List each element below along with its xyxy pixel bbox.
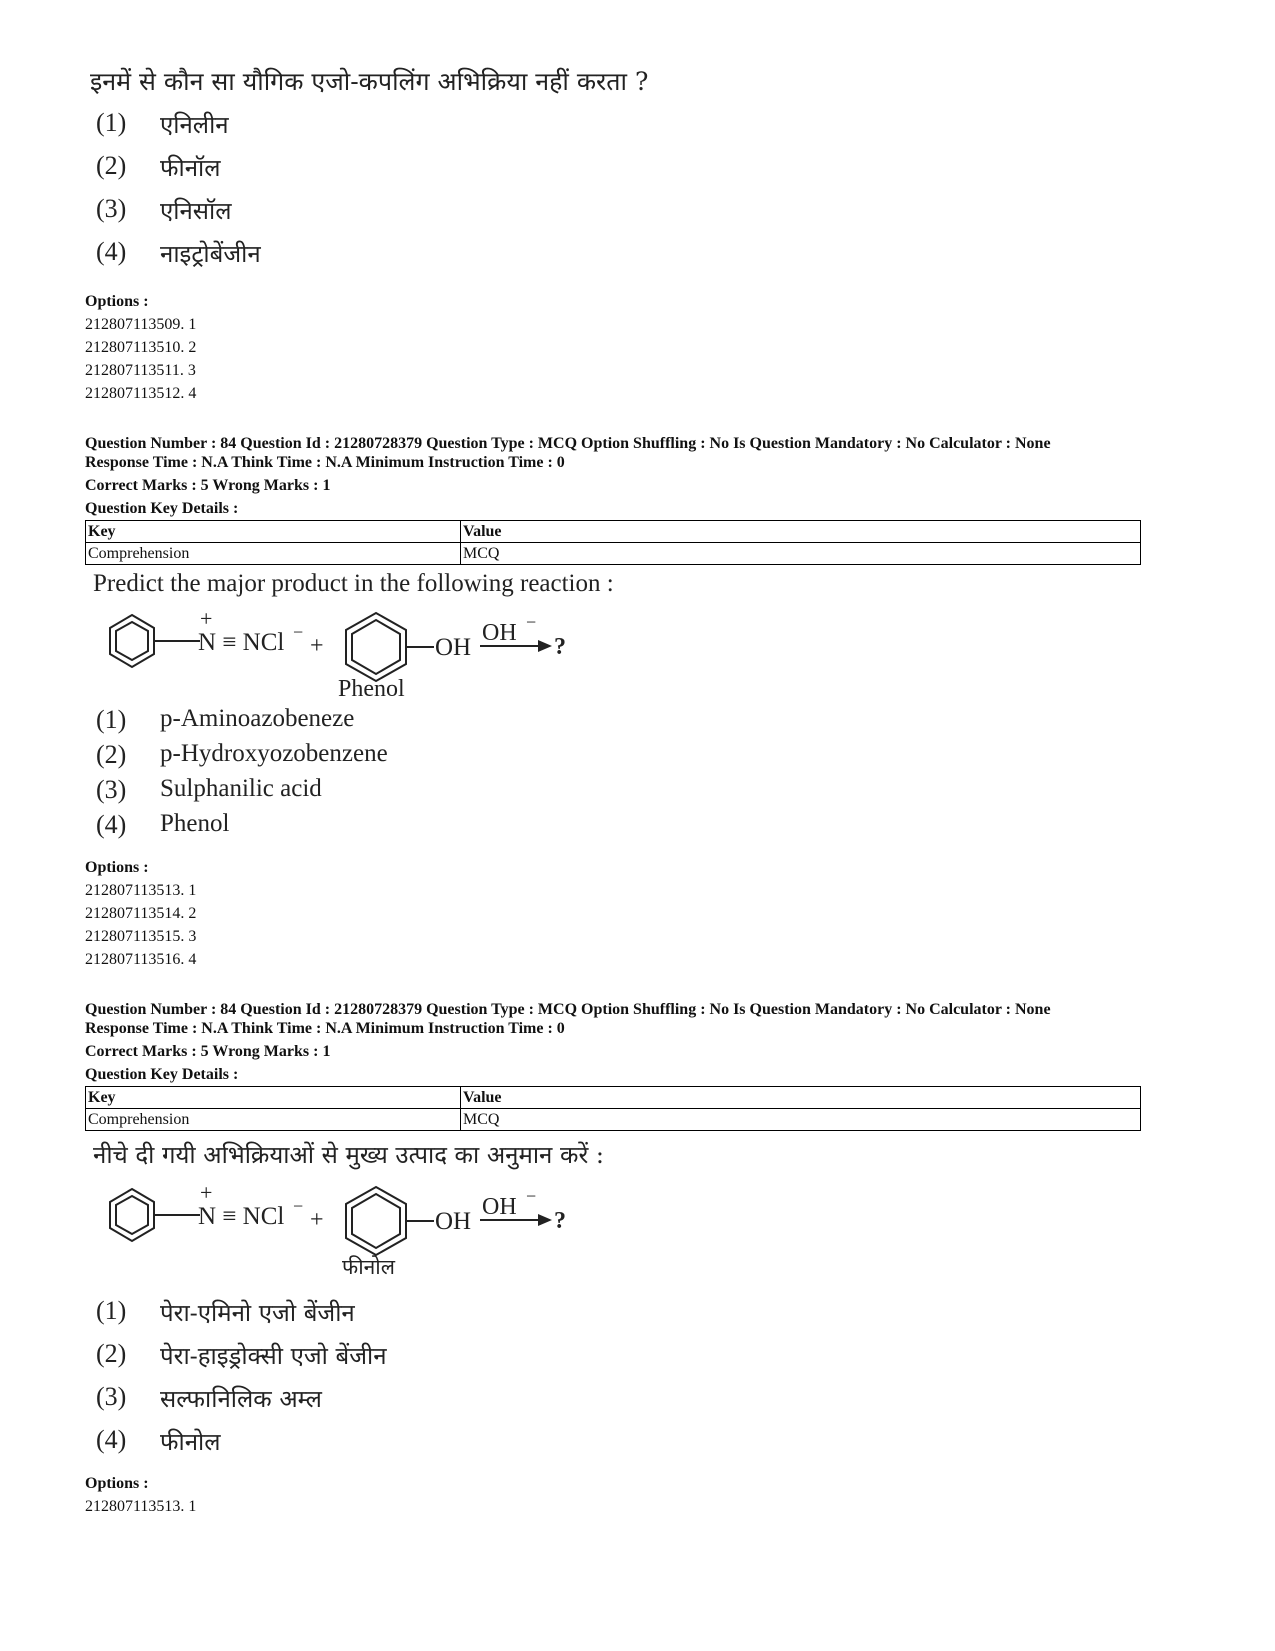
table-cell-key: Comprehension [86,543,461,565]
benzene-ring-icon [346,613,406,681]
product-question-mark: ? [554,634,566,660]
choice-text: एनिलीन [160,111,229,139]
chloride-charge: − [293,1196,304,1216]
choice-text: फीनॉल [160,154,221,182]
option-id: 212807113509. 1 [85,316,197,333]
choice-number: (2) [96,1339,127,1368]
question-text-hindi: नीचे दी गयी अभिक्रियाओं से मुख्य उत्पाद का अनुमान करें : [93,1141,604,1169]
diazonium-label: N ≡ NCl [198,629,285,656]
choice-number: (4) [96,1425,127,1454]
options-label: Options : [85,1475,149,1492]
question-meta-line2: Response Time : N.A Think Time : N.A Minimum Instruction Time : 0 [85,1020,565,1037]
choice-number: (4) [96,810,127,839]
option-id: 212807113513. 1 [85,882,197,899]
question-meta-line1: Question Number : 84 Question Id : 21280728379 Question Type : MCQ Option Shuffling : No Is Question Mandatory : No Calculator : None [85,435,1051,452]
choice-number: (3) [96,194,127,223]
option-id: 212807113510. 2 [85,339,197,356]
choice-number: (3) [96,1382,127,1411]
options-label: Options : [85,859,149,876]
question-text-hindi: इनमें से कौन सा यौगिक एजो-कपलिंग अभिक्रिया नहीं करता ? [90,67,649,96]
choice-text: फीनोल [160,1428,221,1456]
choice-text: p-Hydroxyozobenzene [160,740,388,767]
reagent-label: OH [482,620,517,646]
n-plus-charge: + [200,1182,213,1205]
options-label: Options : [85,293,149,310]
question-text: Predict the major product in the following reaction : [93,570,614,597]
choice-number: (4) [96,237,127,266]
key-details-table [85,520,1141,565]
hydroxyl-label: OH [435,1208,472,1235]
phenol-label: Phenol [338,676,405,702]
choice-text: नाइट्रोबेंजीन [160,240,261,268]
option-id: 212807113512. 4 [85,385,197,402]
reagent-label: OH [482,1194,517,1220]
choice-text: पेरा-हाइड्रोक्सी एजो बेंजीन [160,1342,387,1370]
choice-number: (1) [96,705,127,734]
key-details-label: Question Key Details : [85,500,239,517]
table-header-key: Key [86,1087,461,1109]
arrow-head-icon [538,640,552,652]
hydroxyl-label: OH [435,634,472,661]
option-id: 212807113511. 3 [85,362,196,379]
benzene-ring-icon [110,1189,154,1241]
product-question-mark: ? [554,1208,566,1234]
choice-text: p-Aminoazobeneze [160,705,355,732]
arrow-head-icon [538,1214,552,1226]
marks-line: Correct Marks : 5 Wrong Marks : 1 [85,477,331,494]
table-cell-value: MCQ [461,543,1141,565]
benzene-ring-icon [110,615,154,667]
choice-number: (2) [96,740,127,769]
question-meta-line1: Question Number : 84 Question Id : 21280728379 Question Type : MCQ Option Shuffling : No Is Question Mandatory : No Calculator : None [85,1001,1051,1018]
diazonium-label: N ≡ NCl [198,1203,285,1230]
choice-text: Sulphanilic acid [160,775,322,802]
n-plus-charge: + [200,608,213,631]
key-details-table [85,1086,1141,1131]
table-header-value: Value [461,521,1141,543]
reaction-diagram [90,1182,610,1282]
choice-text: एनिसॉल [160,197,232,225]
option-id: 212807113516. 4 [85,951,197,968]
question-meta-line2: Response Time : N.A Think Time : N.A Minimum Instruction Time : 0 [85,454,565,471]
choice-number: (2) [96,151,127,180]
choice-number: (1) [96,108,127,137]
choice-text: Phenol [160,810,230,837]
choice-text: पेरा-एमिनो एजो बेंजीन [160,1299,355,1327]
phenol-label: फीनोल [342,1255,395,1279]
key-details-label: Question Key Details : [85,1066,239,1083]
option-id: 212807113513. 1 [85,1498,197,1515]
reagent-charge: − [526,612,537,632]
marks-line: Correct Marks : 5 Wrong Marks : 1 [85,1043,331,1060]
choice-number: (3) [96,775,127,804]
table-header-value: Value [461,1087,1141,1109]
option-id: 212807113515. 3 [85,928,197,945]
choice-number: (1) [96,1296,127,1325]
chloride-charge: − [293,622,304,642]
benzene-ring-icon [346,1187,406,1255]
table-cell-value: MCQ [461,1109,1141,1131]
plus-sign: + [310,633,324,659]
reaction-diagram [90,608,610,708]
table-header-key: Key [86,521,461,543]
plus-sign: + [310,1207,324,1233]
option-id: 212807113514. 2 [85,905,197,922]
reagent-charge: − [526,1186,537,1206]
choice-text: सल्फानिलिक अम्ल [160,1385,322,1413]
table-cell-key: Comprehension [86,1109,461,1131]
